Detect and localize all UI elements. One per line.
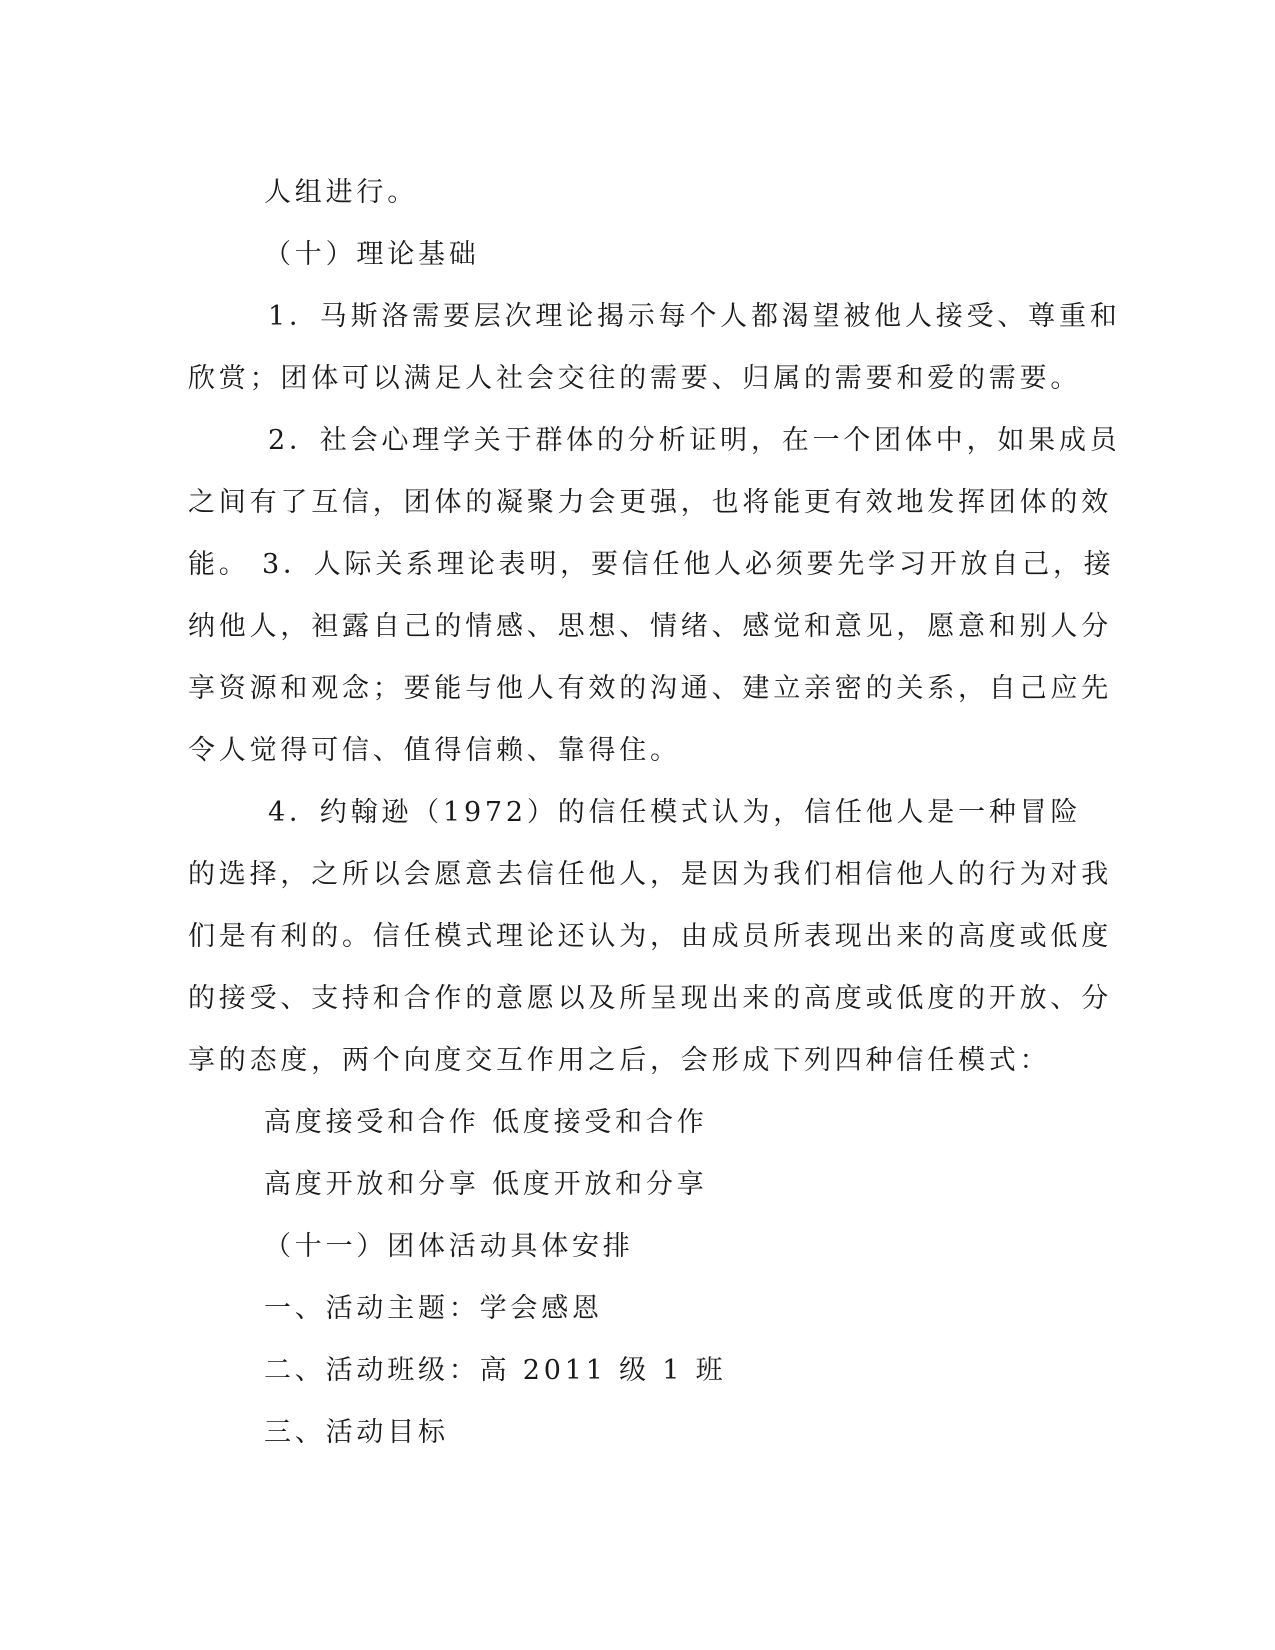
paragraph-line: 人组进行。 bbox=[264, 177, 418, 208]
paragraph-line: 4．约翰逊（1972）的信任模式认为，信任他人是一种冒险 bbox=[268, 797, 1082, 828]
paragraph-line: 享的态度，两个向度交互作用之后，会形成下列四种信任模式： bbox=[188, 1045, 1051, 1076]
trust-mode-row: 高度开放和分享 低度开放和分享 bbox=[264, 1169, 708, 1200]
section-heading-activity: （十一）团体活动具体安排 bbox=[264, 1231, 634, 1262]
document-body bbox=[188, 162, 1121, 1464]
paragraph-line: 享资源和观念；要能与他人有效的沟通、建立亲密的关系，自己应先 bbox=[188, 673, 1112, 704]
section-heading-theory: （十）理论基础 bbox=[264, 239, 480, 270]
paragraph-line: 们是有利的。信任模式理论还认为，由成员所表现出来的高度或低度 bbox=[188, 921, 1112, 952]
paragraph-line: 之间有了互信，团体的凝聚力会更强，也将能更有效地发挥团体的效 bbox=[188, 487, 1112, 518]
paragraph-line: 欣赏；团体可以满足人社会交往的需要、归属的需要和爱的需要。 bbox=[188, 363, 1082, 394]
trust-mode-row: 高度接受和合作 低度接受和合作 bbox=[264, 1107, 708, 1138]
activity-goal-heading: 三、活动目标 bbox=[264, 1417, 449, 1448]
paragraph-line: 1．马斯洛需要层次理论揭示每个人都渴望被他人接受、尊重和 bbox=[268, 301, 1121, 332]
paragraph-line: 令人觉得可信、值得信赖、靠得住。 bbox=[188, 735, 681, 766]
paragraph-line: 2．社会心理学关于群体的分析证明，在一个团体中，如果成员 bbox=[268, 425, 1121, 456]
paragraph-line: 的选择，之所以会愿意去信任他人，是因为我们相信他人的行为对我 bbox=[188, 859, 1112, 890]
paragraph-line: 纳他人，袒露自己的情感、思想、情绪、感觉和意见，愿意和别人分 bbox=[188, 611, 1112, 642]
paragraph-line: 能。 3．人际关系理论表明，要信任他人必须要先学习开放自己，接 bbox=[188, 549, 1115, 580]
paragraph-line: 的接受、支持和合作的意愿以及所呈现出来的高度或低度的开放、分 bbox=[188, 983, 1112, 1014]
activity-theme: 一、活动主题：学会感恩 bbox=[264, 1293, 603, 1324]
activity-class: 二、活动班级：高 2011 级 1 班 bbox=[264, 1355, 727, 1386]
